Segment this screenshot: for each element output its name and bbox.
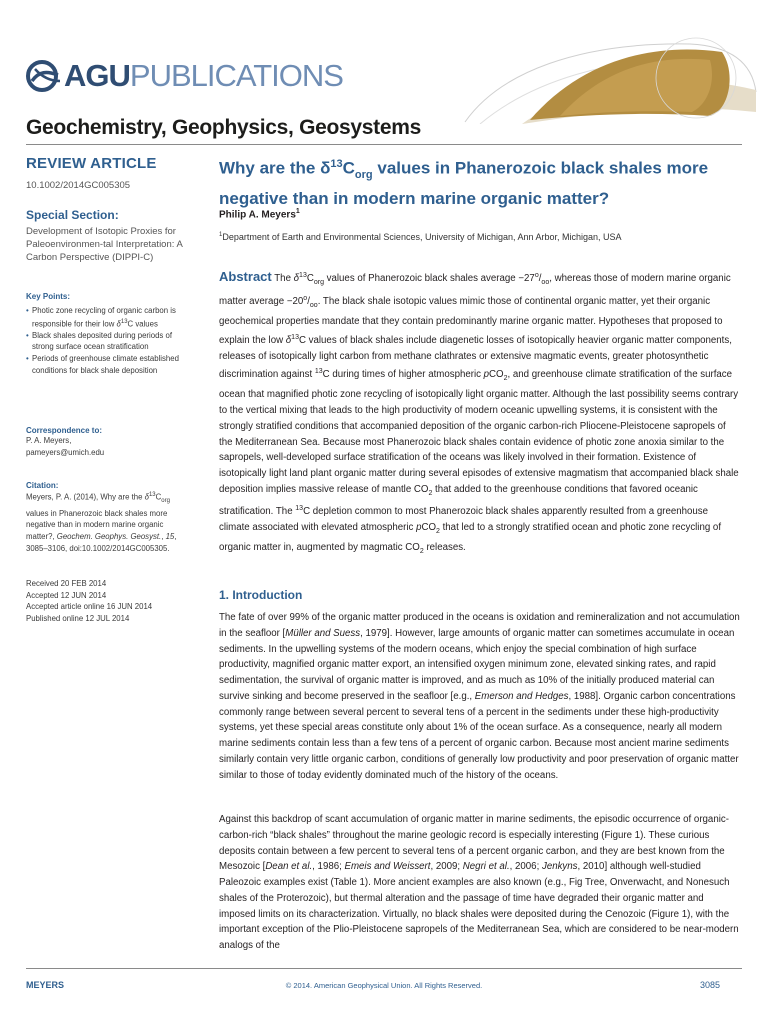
logo-agu-text: AGU bbox=[64, 58, 130, 93]
key-point-2: • Black shales deposited during periods of strong surface ocean stratification bbox=[26, 330, 186, 353]
agu-logo bbox=[25, 56, 343, 96]
abstract-heading: Abstract bbox=[219, 269, 272, 285]
article-affiliation: $^1$Department of Earth and Environmental Sciences, University of Michigan, Ann Arbor, Michigan, USA bbox=[219, 232, 622, 242]
key-point-3: • Periods of greenhouse climate established conditions for black shale deposition bbox=[26, 353, 186, 376]
article-type-label: REVIEW ARTICLE bbox=[26, 155, 157, 172]
footer-divider bbox=[26, 968, 742, 969]
date-published: Published online 12 JUL 2014 bbox=[26, 613, 130, 623]
logo-publications-text: PUBLICATIONS bbox=[129, 58, 343, 93]
citation-text: Meyers, P. A. (2014), Why are the $\delta^{13}C_{org}$ values in Phanerozoic black shales more negative than in modern marine organic matter?, Geochem. Geophys. Geosyst., 15, 3085–3106, doi:10.1002/2014GC005305. bbox=[26, 492, 177, 553]
article-title: Why are the $\delta^{13}C_{org}$ values in Phanerozoic black shales more negative than in modern marine organic matter? bbox=[219, 158, 709, 209]
correspondence-name: P. A. Meyers, bbox=[26, 436, 72, 445]
decorative-globe-banner-icon bbox=[460, 32, 760, 124]
date-accepted-online: Accepted article online 16 JUN 2014 bbox=[26, 602, 153, 612]
correspondence-email[interactable]: pameyers@umich.edu bbox=[26, 447, 105, 457]
special-section-heading: Special Section: bbox=[26, 208, 119, 222]
citation-heading: Citation: bbox=[26, 481, 59, 490]
key-points bbox=[26, 292, 186, 376]
section-heading-introduction: 1. Introduction bbox=[219, 588, 303, 602]
journal-title: Geochemistry, Geophysics, Geosystems bbox=[26, 116, 421, 139]
agu-globe-icon bbox=[25, 59, 63, 93]
key-points-heading: Key Points: bbox=[26, 292, 71, 301]
correspondence bbox=[26, 426, 186, 458]
footer-author: MEYERS bbox=[26, 980, 65, 990]
article-dates bbox=[26, 578, 186, 624]
intro-paragraph-1: The fate of over 99% of the organic matter produced in the oceans is oxidation and remineralization and not accumulation in the seafloor [Müller and Suess, 1979]. However, large amounts of organic matter can sometimes accumulate in ocean sediments. In the upwelling systems of the modern oceans, which enjoy the special combination of high surface productivity, magnified organic matter export, an intensified oxygen minimum zone, elevated sinking rates, and rapid sedimentation, the survival of organic matter is improved, and as much as 10% of the initially produced material can survive sinking and become preserved in the seafloor [e.g., Emerson and Hedges, 1988]. Organic carbon concentrations commonly range between several percent to several tens of a percent in the sediments under these high-productivity systems, yet these special areas constitute only about 1% of the ocean surface. As a consequence, nearly all modern marine sediments contain less than a few tens of a percent of organic carbon. Because most ancient marine sediments similarly contain very little organic carbon, conditions of generally low productivity and poor preservation of organic matter similar to those of today evidently dominated much of the history of the oceans. bbox=[219, 612, 740, 781]
header-divider bbox=[26, 144, 742, 145]
article-author: Philip A. Meyers$^1$ bbox=[219, 208, 300, 221]
special-section bbox=[26, 208, 196, 264]
abstract: Abstract The $\delta^{13}C_{org}$ values of Phanerozoic black shales average $-27^o/_{oo}$, whereas those of modern marine organic matter average $-20^o/_{oo}$. The black shale isotopic values mimic those of continental organic matter, yet their organic geochemical properties mandate that they contain predominantly marine organic matter. Hypotheses that proposed to explain the low $\delta^{13}C$ values of black shales include diagenetic losses of isotopically heavier organic matter components, releases of isotopically light carbon from methane clathrates or extensive magmatic events, greater photosynthetic discrimination against $^{13}$C during times of higher atmospheric pCO$_2$, and greenhouse climate stratification of the surface ocean that magnified photic zone recycling of isotopically light organic matter. Although the last possibility seems contrary to the vertical mixing that leads to the high productivity of modern oceanic upwelling systems, it is consistent with the strongly stratified conditions that accompanied deposition of the organic carbon-rich Pliocene-Pleistocene sapropels of the Mediterranean Sea. Because most Phanerozoic black shales contain evidence of photic zone anoxia similar to the sapropels, well-developed surface stratification of the oceans was likely involved in their formation. Existence of isotopically light land plant organic matter during several episodes of extensive magmatism that accompanied black shale deposition implies massive release of mantle $CO_2$ that added to the greenhouse conditions that favored oceanic stratification. The $^{13}$C depletion common to most Phanerozoic black shales apparently resulted from a greenhouse climate associated with elevated atmospheric pCO$_2$ that led to a strongly stratified ocean and photic zone recycling of organic matter in, augmented by magmatic $CO_2$ releases. bbox=[219, 269, 739, 556]
citation bbox=[26, 481, 186, 554]
date-accepted: Accepted 12 JUN 2014 bbox=[26, 590, 107, 600]
intro-paragraph-2: Against this backdrop of scant accumulation of organic matter in marine sediments, the episodic occurrence of organic-carbon-rich “black shales” throughout the marine geologic record is especially interesting (Figure 1). These curious deposits contain between a few percent to several tens of a percent organic carbon, and they are best known from the Mesozoic [Dean et al., 1986; Emeis and Weissert, 2009; Negri et al., 2006; Jenkyns, 2010] although well-studied Paleozoic examples exist (Table 1). More ancient examples are also known (e.g., Fig Tree, Onverwacht, and Nonesuch shales of the Proterozoic), but thermal alteration and the passage of time have degraded their organic matter and imposed limits on its characterization. Virtually, no black shales were deposited during the Cenozoic (Figure 1), with the important exception of the Plio-Pleistocene sapropels of the Mediterranean Sea, which are considered to be near-modern analogs of the bbox=[219, 814, 739, 951]
page-number: 3085 bbox=[700, 980, 721, 990]
key-point-1: • Photic zone recycling of organic carbon is responsible for their low $\delta^{13}C$ values bbox=[26, 305, 186, 330]
footer-copyright: © 2014. American Geophysical Union. All Rights Reserved. bbox=[285, 981, 483, 990]
date-received: Received 20 FEB 2014 bbox=[26, 579, 107, 588]
correspondence-heading: Correspondence to: bbox=[26, 426, 103, 435]
special-section-text: Development of Isotopic Proxies for Paleoenvironmen-tal Interpretation: A Carbon Perspective (DIPPI-C) bbox=[26, 226, 183, 263]
article-doi: 10.1002/2014GC005305 bbox=[26, 180, 131, 191]
